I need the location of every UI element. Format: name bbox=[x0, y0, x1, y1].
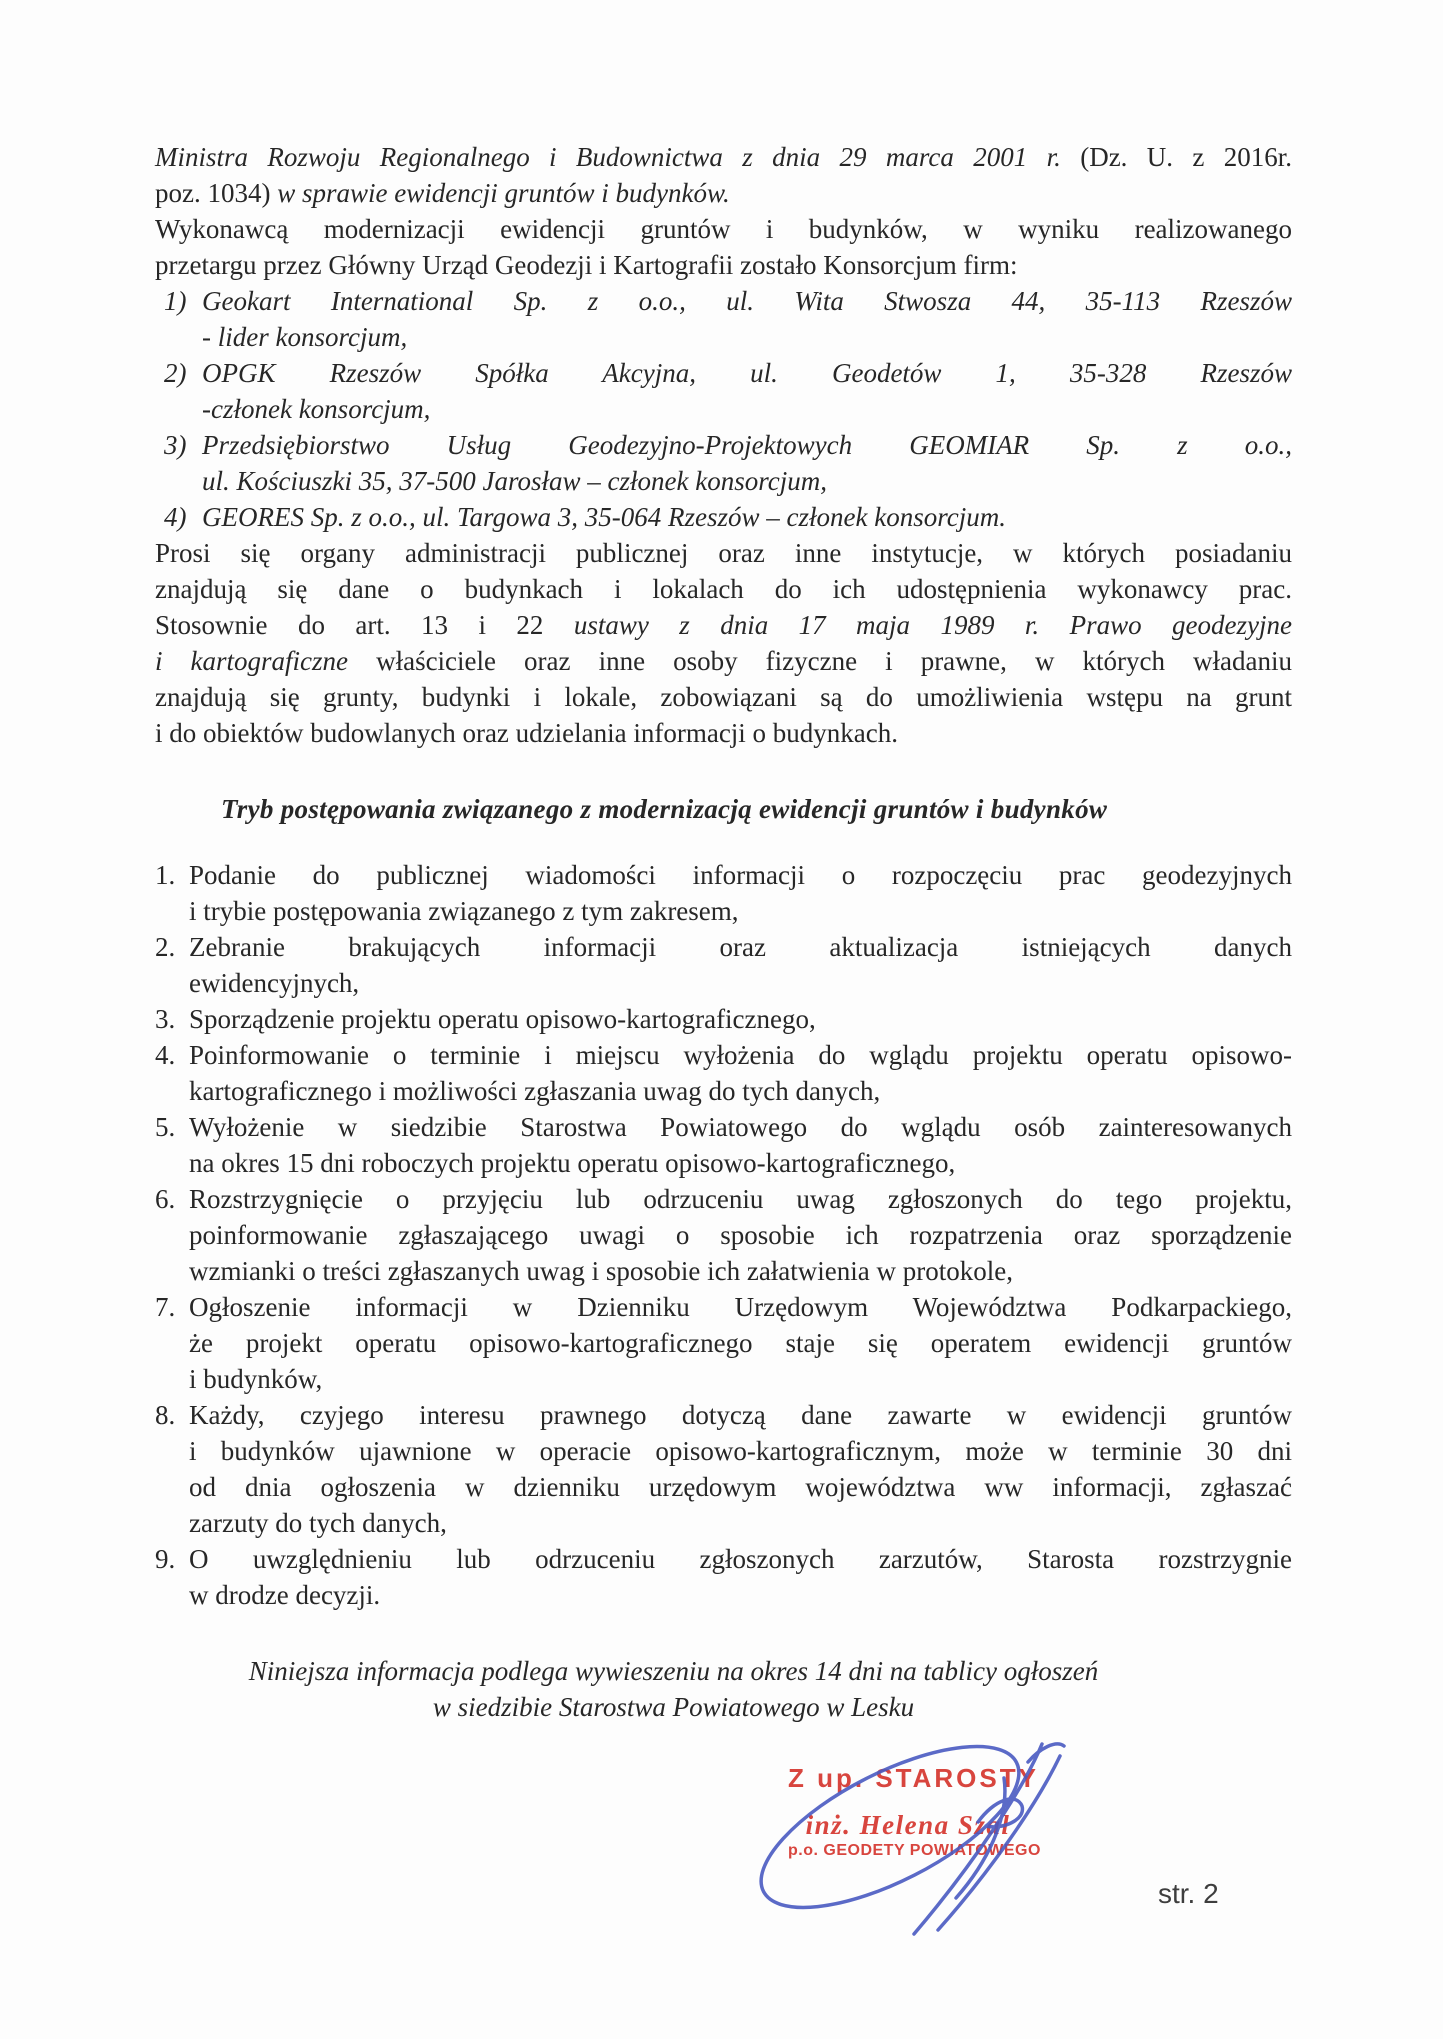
text-line: na okres 15 dni roboczych projektu operatu opisowo-kartograficznego, bbox=[189, 1148, 956, 1178]
list-marker: 8. bbox=[155, 1400, 176, 1430]
text-line: Geokart International Sp. z o.o., ul. Wita Stwosza 44, 35-113 Rzeszów bbox=[202, 286, 1292, 316]
consortium-list bbox=[155, 283, 1292, 535]
list-marker: 6. bbox=[155, 1184, 176, 1214]
text-line: Niniejsza informacja podlega wywieszeniu na okres 14 dni na tablicy ogłoszeń bbox=[248, 1656, 1099, 1686]
text-line: kartograficznego i możliwości zgłaszania uwag do tych danych, bbox=[189, 1076, 881, 1106]
text-line: Przedsiębiorstwo Usług Geodezyjno-Projektowych GEOMIAR Sp. z o.o., bbox=[202, 430, 1292, 460]
list-item bbox=[155, 1181, 1292, 1289]
text-line: Sporządzenie projektu operatu opisowo-kartograficznego, bbox=[189, 1004, 816, 1034]
text-line: ewidencyjnych, bbox=[189, 968, 360, 998]
text-line: O uwzględnieniu lub odrzuceniu zgłoszonych zarzutów, Starosta rozstrzygnie bbox=[189, 1544, 1292, 1574]
text-line: - lider konsorcjum, bbox=[202, 322, 408, 352]
text-line: zarzuty do tych danych, bbox=[189, 1508, 447, 1538]
list-item bbox=[155, 1001, 1292, 1037]
text-line: Ogłoszenie informacji w Dzienniku Urzędowym Województwa Podkarpackiego, bbox=[189, 1292, 1292, 1322]
legal-reference: ustawy z dnia 17 maja 1989 r. Prawo geodezyjne bbox=[573, 610, 1292, 640]
list-marker: 2) bbox=[164, 358, 187, 388]
intro-paragraph bbox=[155, 139, 1292, 283]
text-line: wzmianki o treści zgłaszanych uwag i sposobie ich załatwienia w protokole, bbox=[189, 1256, 1013, 1286]
stamp-authorization-text: Z up. STAROSTY bbox=[788, 1763, 1039, 1793]
stamp-signer-title: p.o. GEODETY POWIATOWEGO bbox=[788, 1842, 1041, 1859]
text-line: i do obiektów budowlanych oraz udzielania informacji o budynkach. bbox=[155, 718, 899, 748]
text-line: Wyłożenie w siedzibie Starostwa Powiatowego do wglądu osób zainteresowanych bbox=[189, 1112, 1292, 1142]
text-line: i budynków, bbox=[189, 1364, 323, 1394]
list-item bbox=[155, 929, 1292, 1001]
text-line: Poinformowanie o terminie i miejscu wyłożenia do wglądu projektu operatu opisowo- bbox=[189, 1040, 1292, 1070]
list-item bbox=[155, 1109, 1292, 1181]
text-line: Prosi się organy administracji publicznej oraz inne instytucje, w których posiadaniu bbox=[155, 538, 1292, 568]
list-item bbox=[155, 857, 1292, 929]
closing-note bbox=[155, 1653, 1292, 1725]
text-line: Podanie do publicznej wiadomości informacji o rozpoczęciu prac geodezyjnych bbox=[189, 860, 1292, 890]
text-line: że projekt operatu opisowo-kartograficznego staje się operatem ewidencji gruntów bbox=[189, 1328, 1292, 1358]
list-marker: 4) bbox=[164, 502, 187, 532]
text-line: Stosownie do art. 13 i 22 ustawy z dnia 17 maja 1989 r. Prawo geodezyjne bbox=[155, 610, 1292, 640]
text-line: Ministra Rozwoju Regionalnego i Budownictwa z dnia 29 marca 2001 r. (Dz. U. z 2016r. bbox=[155, 142, 1292, 172]
text-line: w siedzibie Starostwa Powiatowego w Lesku bbox=[432, 1692, 915, 1722]
list-item bbox=[155, 1397, 1292, 1541]
list-marker: 7. bbox=[155, 1292, 176, 1322]
text-line: Wykonawcą modernizacji ewidencji gruntów i budynków, w wyniku realizowanego bbox=[155, 214, 1292, 244]
list-item bbox=[155, 1289, 1292, 1397]
text-line: Rozstrzygnięcie o przyjęciu lub odrzuceniu uwag zgłoszonych do tego projektu, bbox=[189, 1184, 1292, 1214]
list-item bbox=[155, 283, 1292, 355]
list-marker: 3. bbox=[155, 1004, 176, 1034]
list-item bbox=[155, 1541, 1292, 1613]
list-marker: 2. bbox=[155, 932, 176, 962]
text-line: GEORES Sp. z o.o., ul. Targowa 3, 35-064 Rzeszów – członek konsorcjum. bbox=[202, 502, 1006, 532]
text-line: znajdują się grunty, budynki i lokale, zobowiązani są do umożliwienia wstępu na grunt bbox=[155, 682, 1292, 712]
list-item bbox=[155, 427, 1292, 499]
text-line: w drodze decyzji. bbox=[189, 1580, 381, 1610]
text-line: Każdy, czyjego interesu prawnego dotyczą dane zawarte w ewidencji gruntów bbox=[189, 1400, 1292, 1430]
section-heading: Tryb postępowania związanego z modernizacją ewidencji gruntów i budynków bbox=[221, 794, 1108, 824]
list-marker: 9. bbox=[155, 1544, 176, 1574]
page-number: str. 2 bbox=[1158, 1878, 1219, 1909]
text-line: i kartograficzne właściciele oraz inne osoby fizyczne i prawne, w których władaniu bbox=[155, 646, 1292, 676]
text-line: przetargu przez Główny Urząd Geodezji i Kartografii zostało Konsorcjum firm: bbox=[155, 250, 1018, 280]
text-line: poinformowanie zgłaszającego uwagi o sposobie ich rozpatrzenia oraz sporządzenie bbox=[189, 1220, 1292, 1250]
list-marker: 4. bbox=[155, 1040, 176, 1070]
text-line: od dnia ogłoszenia w dzienniku urzędowym województwa ww informacji, zgłaszać bbox=[189, 1472, 1292, 1502]
text-line: ul. Kościuszki 35, 37-500 Jarosław – członek konsorcjum, bbox=[202, 466, 827, 496]
text-line: i budynków ujawnione w operacie opisowo-kartograficznym, może w terminie 30 dni bbox=[189, 1436, 1292, 1466]
list-item bbox=[155, 1037, 1292, 1109]
legal-reference: Ministra Rozwoju Regionalnego i Budownictwa z dnia 29 marca 2001 r. bbox=[155, 142, 1061, 172]
list-item bbox=[155, 499, 1292, 535]
list-marker: 5. bbox=[155, 1112, 176, 1142]
handwritten-signature bbox=[742, 1726, 1082, 1966]
document-body bbox=[155, 139, 1292, 1725]
text-line: znajdują się dane o budynkach i lokalach do ich udostępnienia wykonawcy prac. bbox=[155, 574, 1292, 604]
list-marker: 1. bbox=[155, 860, 176, 890]
list-marker: 3) bbox=[164, 430, 187, 460]
text-line: OPGK Rzeszów Spółka Akcyjna, ul. Geodetów 1, 35-328 Rzeszów bbox=[202, 358, 1292, 388]
request-paragraph bbox=[155, 535, 1292, 751]
text-line: -członek konsorcjum, bbox=[202, 394, 431, 424]
text-line: poz. 1034) w sprawie ewidencji gruntów i budynków. bbox=[155, 178, 730, 208]
text-line: i trybie postępowania związanego z tym zakresem, bbox=[189, 896, 739, 926]
procedure-list bbox=[155, 857, 1292, 1613]
text-line: Zebranie brakujących informacji oraz aktualizacja istniejących danych bbox=[189, 932, 1292, 962]
list-item bbox=[155, 355, 1292, 427]
list-marker: 1) bbox=[164, 286, 187, 316]
stamp-signer-name: inż. Helena Szal bbox=[805, 1810, 1011, 1840]
